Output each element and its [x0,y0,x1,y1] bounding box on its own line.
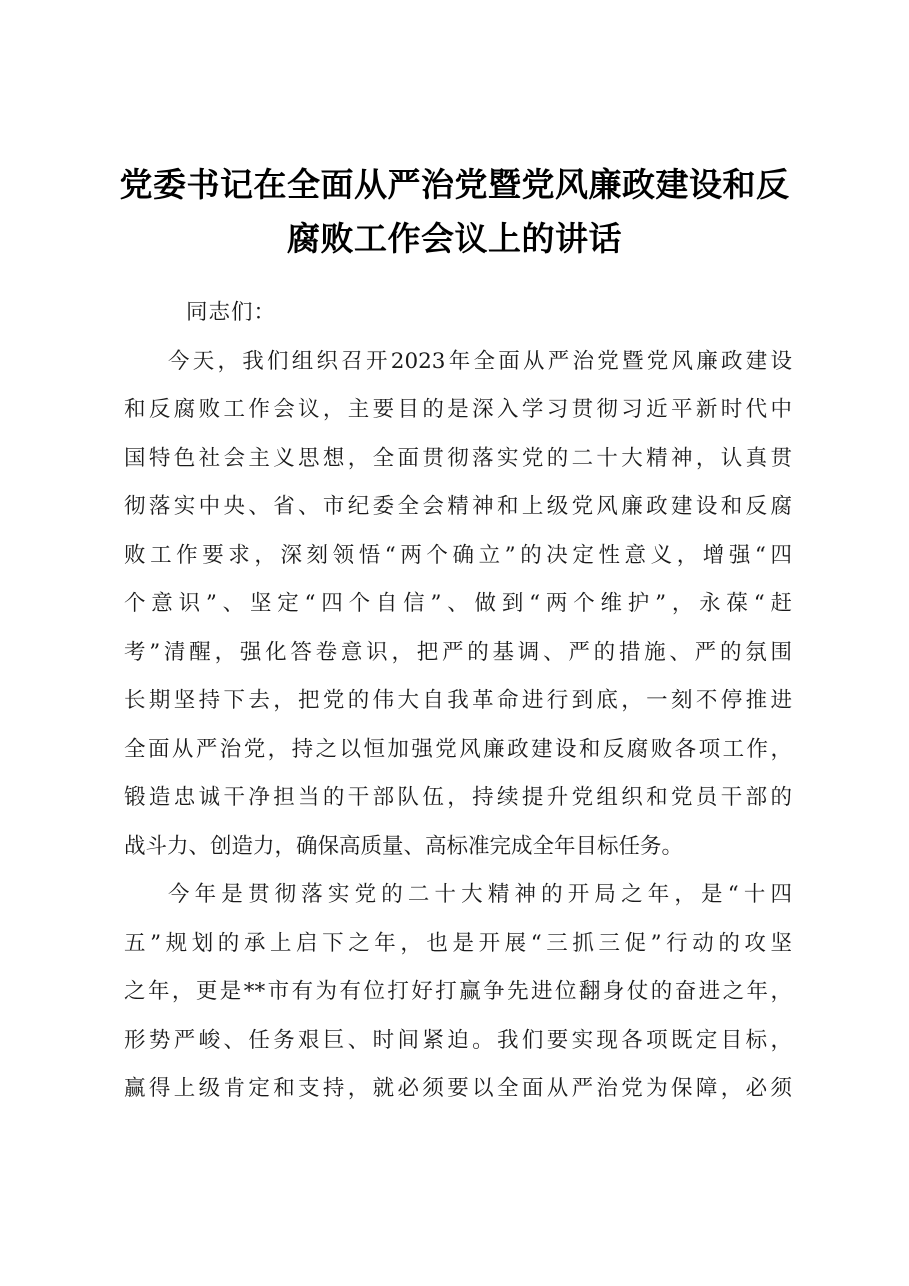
text-line: 战斗力、创造力，确保高质量、高标准完成全年目标任务。 [124,833,684,859]
paragraph [124,871,792,1114]
text-line: 赢得上级肯定和支持，就必须要以全面从严治党为保障，必须 [124,1076,792,1101]
text-line: 国特色社会主义思想，全面贯彻落实党的二十大精神，认真贯 [124,445,792,471]
text-line: 长期坚持下去，把党的伟大自我革命进行到底，一刻不停推进 [124,688,792,713]
text-line: 考”清醒，强化答卷意识，把严的基调、严的措施、严的氛围 [124,639,792,665]
text-line: 之年，更是**市有为有位打好打赢争先进位翻身仗的奋进之年， [124,979,792,1004]
text-line: 和反腐败工作会议，主要目的是深入学习贯彻习近平新时代中 [124,397,792,422]
paragraph [124,338,792,872]
text-line: 今天，我们组织召开2023年全面从严治党暨党风廉政建设 [168,348,792,374]
text-line: 彻落实中央、省、市纪委全会精神和上级党风廉政建设和反腐 [124,494,792,519]
salutation: 同志们： [186,300,277,325]
title-line: 党委书记在全面从严治党暨党风廉政建设和反 [119,165,790,204]
title-line: 腐败工作会议上的讲话 [287,219,622,258]
document-title [100,158,809,266]
text-line: 五”规划的承上启下之年，也是开展“三抓三促”行动的攻坚 [124,930,792,956]
text-line: 锻造忠诚干净担当的干部队伍，持续提升党组织和党员干部的 [124,785,792,810]
document-body [124,289,792,1114]
text-line: 全面从严治党，持之以恒加强党风廉政建设和反腐败各项工作， [124,736,792,762]
text-line: 今年是贯彻落实党的二十大精神的开局之年，是“十四 [168,882,792,907]
text-line: 个意识”、坚定“四个自信”、做到“两个维护”，永葆“赶 [124,591,792,616]
text-line: 败工作要求，深刻领悟“两个确立”的决定性意义，增强“四 [124,542,792,568]
text-line: 形势严峻、任务艰巨、时间紧迫。我们要实现各项既定目标， [124,1027,792,1053]
